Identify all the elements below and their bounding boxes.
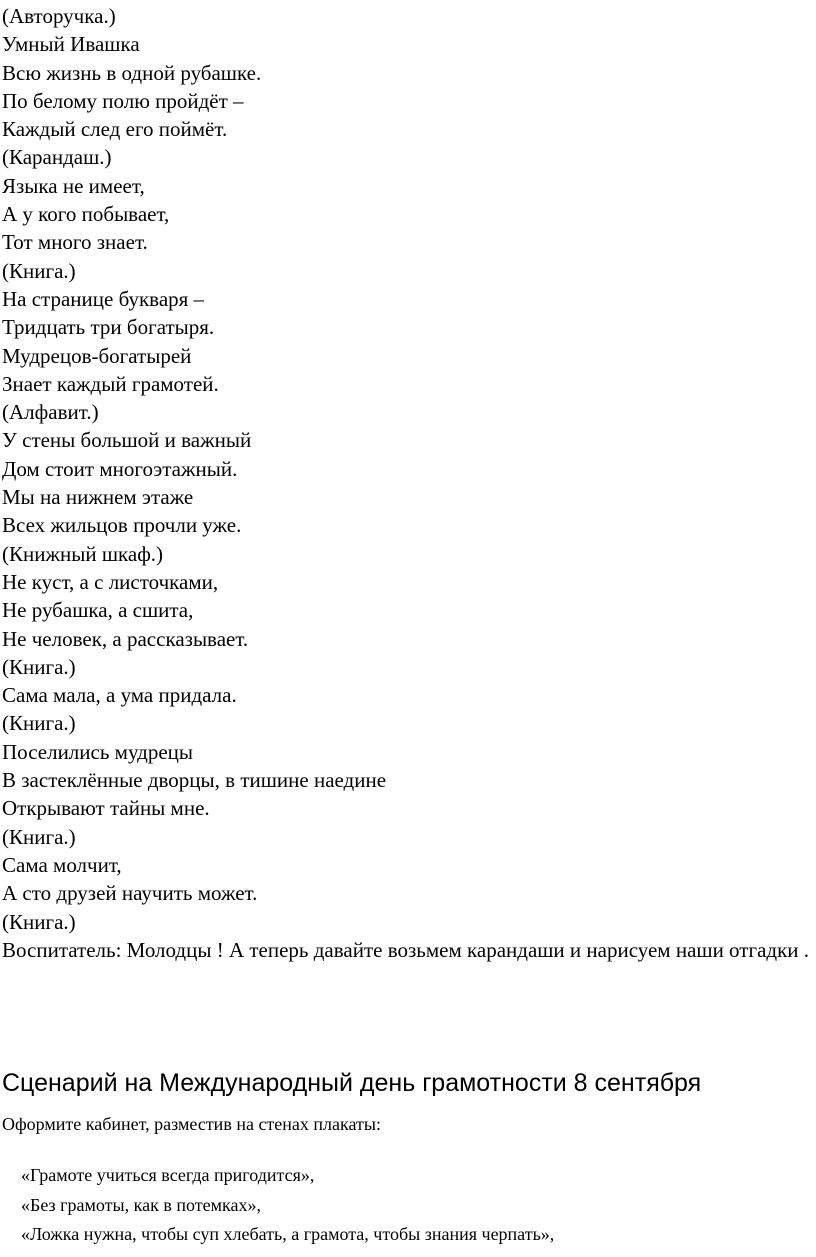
poster-item: «Без грамоты, как в потемках», [21,1194,261,1215]
riddle-line: Сама молчит, [2,852,122,877]
riddle-line: На странице букваря – [2,286,205,311]
riddle-line: По белому полю пройдёт – [2,88,244,113]
riddle-line: У стены большой и важный [2,428,252,453]
riddle-answer: (Книга.) [2,824,76,849]
poster-list [21,1163,554,1252]
riddle-line: Мудрецов-богатырей [2,343,192,368]
riddle-answer: (Книга.) [2,654,76,679]
riddle-line: Тридцать три богатыря. [2,315,215,340]
riddle-line: Сама мала, а ума придала. [2,683,237,708]
riddle-line: А у кого побывает, [2,202,170,227]
riddle-line: Языка не имеет, [2,173,145,198]
riddle-line: (Авторучка.) [2,4,116,28]
riddle-line: В застеклённые дворцы, в тишине наедине [2,768,387,793]
riddle-line: Всех жильцов прочли уже. [2,513,242,538]
riddle-line: Не рубашка, а сшита, [2,598,194,623]
scenario-intro: Оформите кабинет, разместив на стенах плакаты: [2,1114,381,1134]
riddle-answer: (Книжный шкаф.) [2,541,164,566]
riddle-line: Умный Ивашка [2,32,140,57]
riddle-line: Каждый след его поймёт. [2,117,228,142]
riddle-answer: (Книга.) [2,711,76,736]
poster-item: «Ложка нужна, чтобы суп хлебать, а грамота, чтобы знания черпать», [21,1224,555,1244]
riddle-line: А сто друзей научить может. [2,881,258,906]
riddle-line: Дом стоит многоэтажный. [2,456,238,481]
riddles-text [2,2,812,964]
riddle-line: Не человек, а рассказывает. [2,626,249,651]
riddle-line: Всю жизнь в одной рубашке. [2,60,262,85]
riddle-line: Тот много знает. [2,230,148,255]
scenario-heading: Сценарий на Международный день грамотности 8 сентября [2,1069,702,1097]
riddle-answer: (Книга.) [2,909,76,934]
riddle-line: Открывают тайны мне. [2,796,210,821]
riddle-line: Мы на нижнем этаже [2,485,194,510]
riddle-line: Не куст, а с листочками, [2,569,219,594]
poster-item: «Грамоте учиться всегда пригодится», [21,1165,315,1185]
riddle-answer: (Карандаш.) [2,145,112,170]
riddle-answer: (Алфавит.) [2,400,99,425]
riddle-line: Поселились мудрецы [2,739,193,764]
riddle-line: Знает каждый грамотей. [2,371,219,396]
riddle-answer: (Книга.) [2,258,76,283]
teacher-closing-line: Воспитатель: Молодцы ! А теперь давайте возьмем карандаши и нарисуем наши отгадки . [2,937,810,962]
